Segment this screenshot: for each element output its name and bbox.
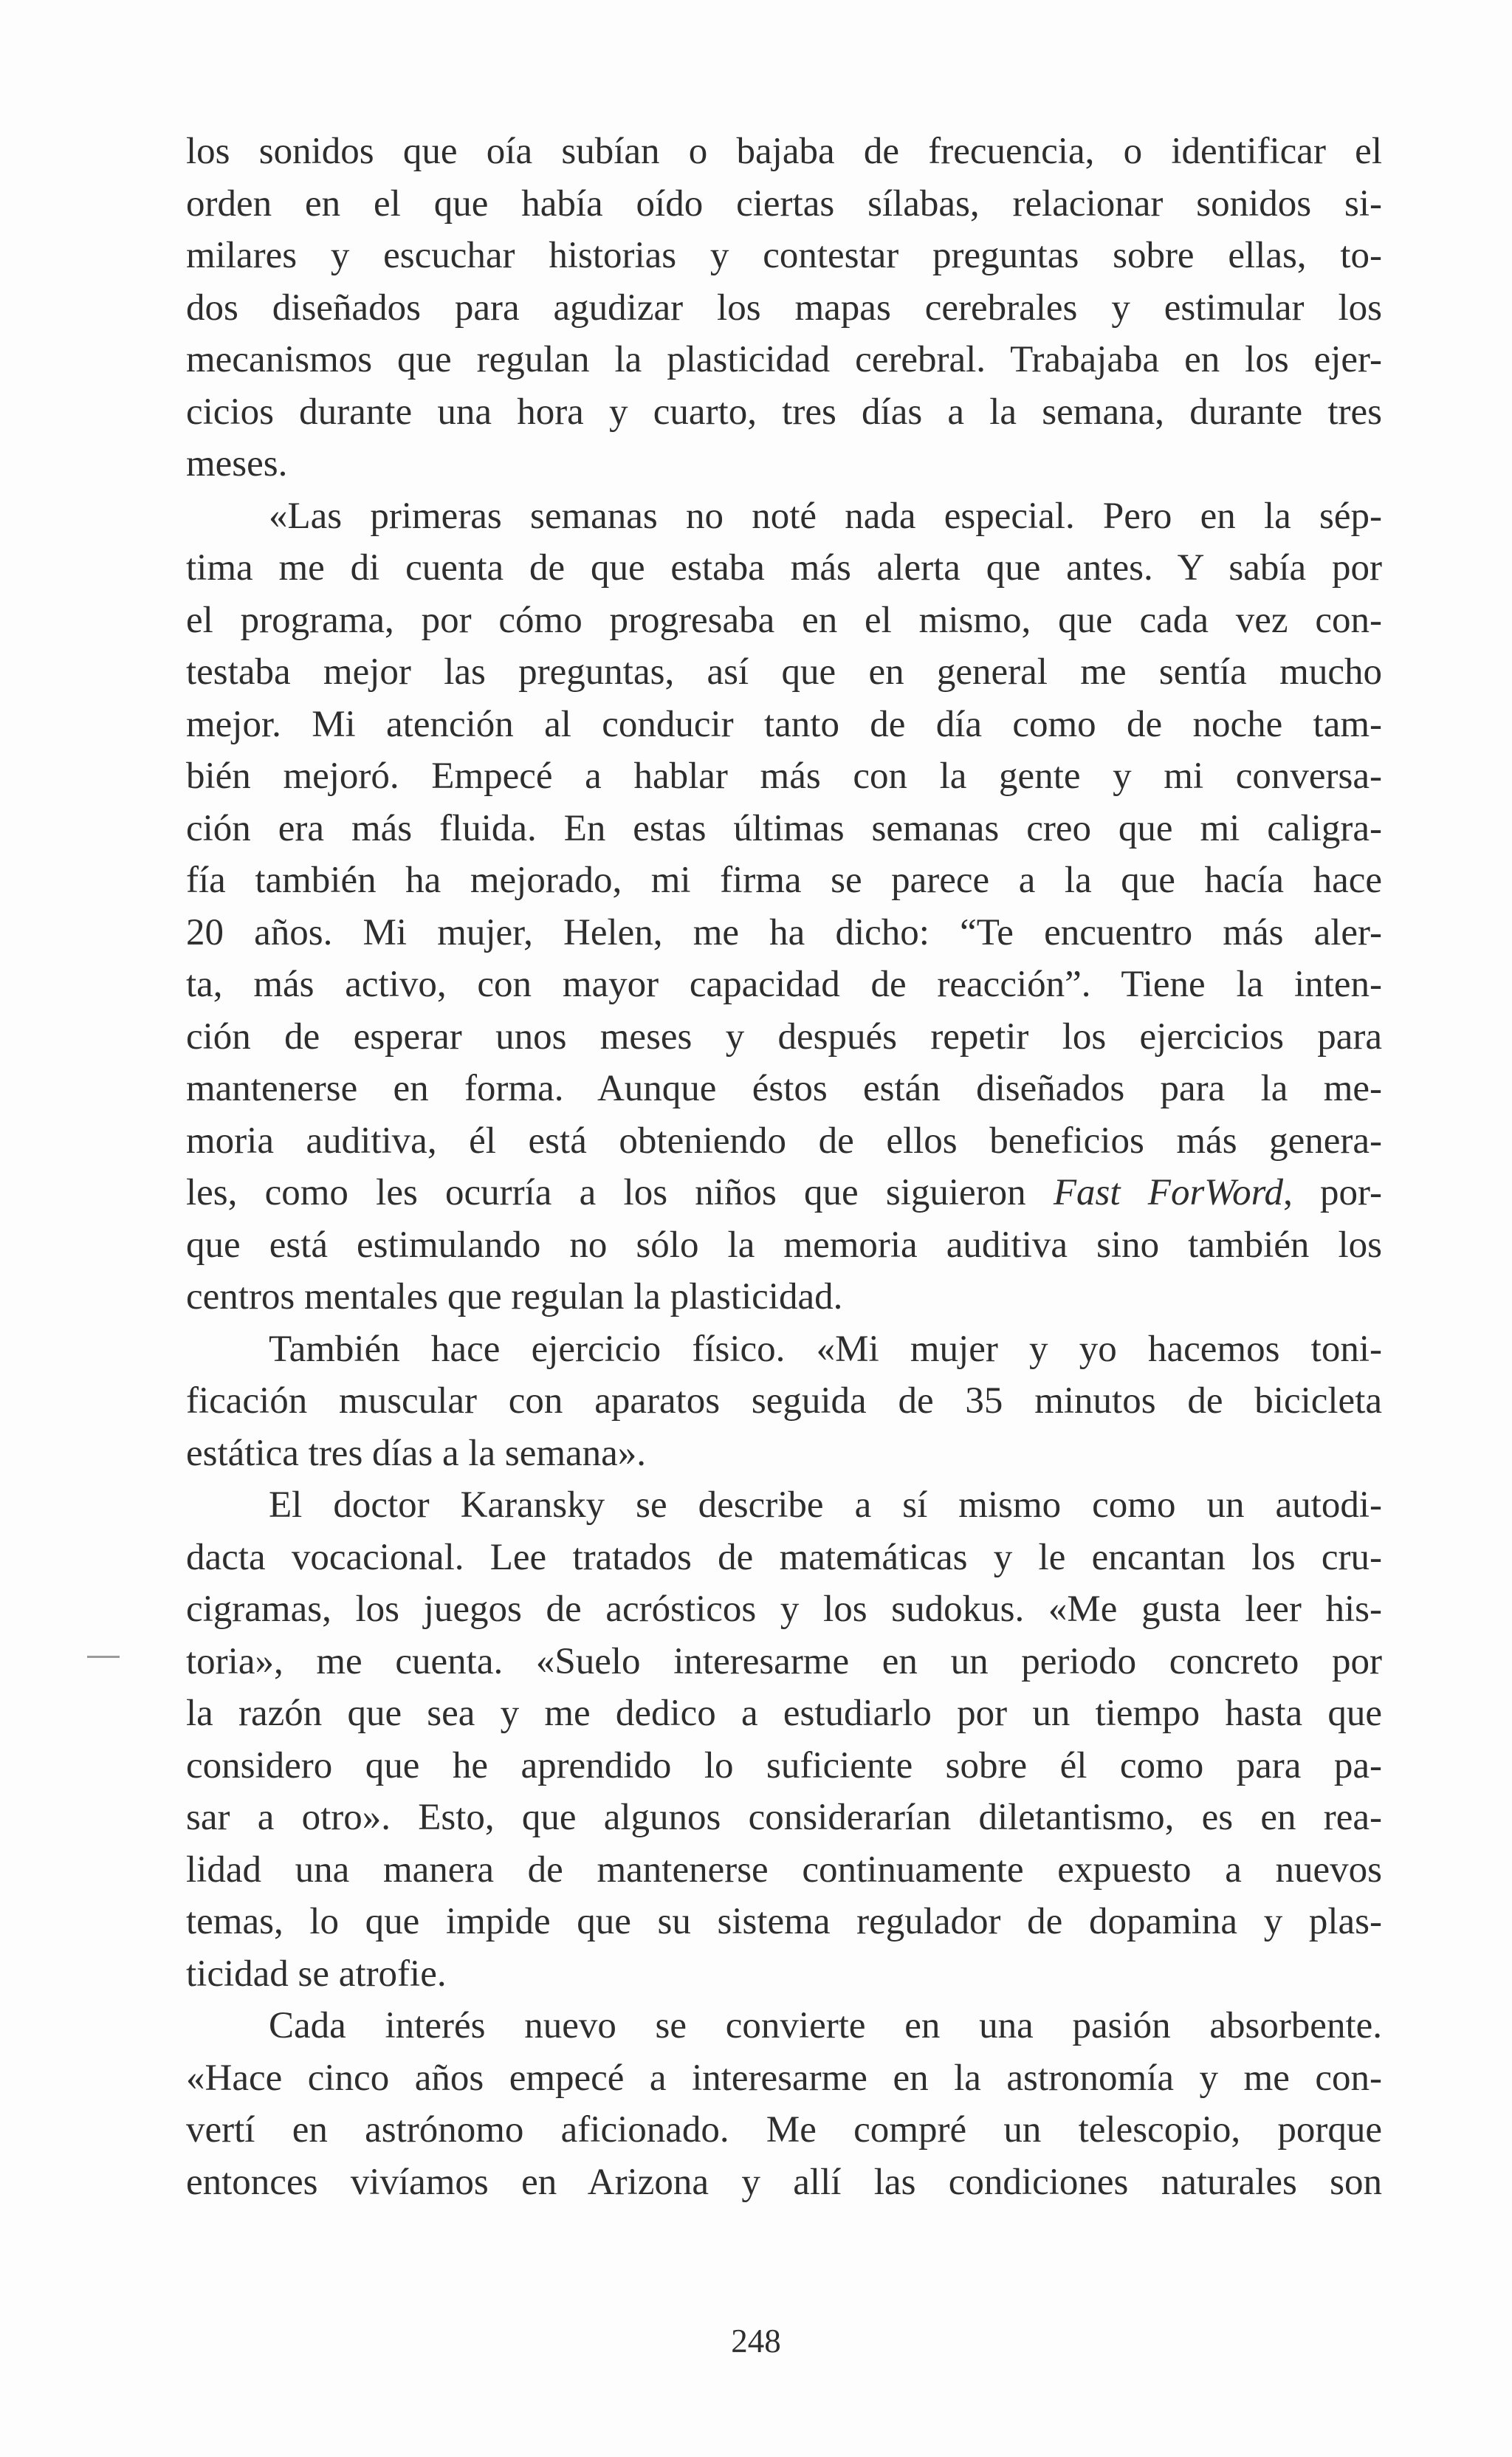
text-line: el programa, por cómo progresaba en el mismo, que cada vez con-: [186, 599, 1382, 641]
text-line: ticidad se atrofie.: [186, 1953, 447, 1995]
text-line: sar a otro». Esto, que algunos considerarían diletantismo, es en rea-: [186, 1797, 1382, 1838]
paragraph-start-line: También hace ejercicio físico. «Mi mujer y yo hacemos toni-: [269, 1328, 1382, 1370]
text-line: ficación muscular con aparatos seguida de 35 minutos de bicicleta: [186, 1380, 1382, 1422]
text-line: [186, 1167, 1382, 1219]
text-line: que está estimulando no sólo la memoria auditiva sino también los: [186, 1224, 1382, 1266]
program-title: Fast ForWord: [1053, 1172, 1284, 1213]
text-line: ción era más fluida. En estas últimas semanas creo que mi caligra-: [186, 807, 1382, 849]
page-number: 248: [731, 2323, 781, 2360]
text-line: dacta vocacional. Lee tratados de matemáticas y le encantan los cru-: [186, 1536, 1382, 1578]
text-line: testaba mejor las preguntas, así que en general me sentía mucho: [186, 651, 1382, 693]
text-line: 20 años. Mi mujer, Helen, me ha dicho: “Te encuentro más aler-: [186, 911, 1382, 953]
text-line: mantenerse en forma. Aunque éstos están diseñados para la me-: [186, 1068, 1382, 1109]
text-line: estática tres días a la semana».: [186, 1432, 647, 1474]
text-line: los sonidos que oía subían o bajaba de frecuencia, o identificar el: [186, 131, 1382, 172]
text-line: mecanismos que regulan la plasticidad cerebral. Trabajaba en los ejer-: [186, 339, 1382, 380]
text-line: ción de esperar unos meses y después repetir los ejercicios para: [186, 1015, 1382, 1058]
text-segment: , por-: [1283, 1172, 1382, 1213]
text-line: ta, más activo, con mayor capacidad de reacción”. Tiene la inten-: [186, 964, 1382, 1005]
text-line: fía también ha mejorado, mi firma se parece a la que hacía hace: [186, 860, 1382, 901]
text-segment: les, como les ocurría a los niños que siguieron: [186, 1172, 1054, 1213]
body-text: [186, 126, 1382, 2208]
text-line: cigramas, los juegos de acrósticos y los sudokus. «Me gusta leer his-: [186, 1589, 1382, 1630]
text-line: temas, lo que impide que su sistema regulador de dopamina y plas-: [186, 1901, 1382, 1942]
margin-mark: [87, 1656, 120, 1658]
paragraph-start-line: Cada interés nuevo se convierte en una pasión absorbente.: [269, 2005, 1382, 2046]
text-line: lidad una manera de mantenerse continuamente expuesto a nuevos: [186, 1848, 1382, 1891]
paragraph-start-line: El doctor Karansky se describe a sí mismo como un autodi-: [269, 1484, 1382, 1526]
text-line: dos diseñados para agudizar los mapas cerebrales y estimular los: [186, 287, 1382, 329]
text-line: tima me di cuenta de que estaba más alerta que antes. Y sabía por: [186, 547, 1382, 589]
text-line: bién mejoró. Empecé a hablar más con la gente y mi conversa-: [186, 755, 1382, 797]
text-line: milares y escuchar historias y contestar preguntas sobre ellas, to-: [186, 235, 1382, 276]
text-line: moria auditiva, él está obteniendo de ellos beneficios más genera-: [186, 1120, 1382, 1162]
text-line: mejor. Mi atención al conducir tanto de día como de noche tam-: [186, 703, 1382, 745]
text-line: cicios durante una hora y cuarto, tres días a la semana, durante tres: [186, 391, 1382, 433]
text-line: entonces vivíamos en Arizona y allí las condiciones naturales son: [186, 2161, 1382, 2203]
text-line: la razón que sea y me dedico a estudiarlo por un tiempo hasta que: [186, 1693, 1382, 1734]
text-line: meses.: [186, 443, 288, 484]
paragraph-start-line: «Las primeras semanas no noté nada especial. Pero en la sép-: [269, 495, 1382, 537]
text-line: vertí en astrónomo aficionado. Me compré un telescopio, porque: [186, 2109, 1382, 2151]
text-line: orden en el que había oído ciertas sílabas, relacionar sonidos si-: [186, 182, 1382, 225]
text-line: considero que he aprendido lo suficiente sobre él como para pa-: [186, 1744, 1382, 1786]
text-line: «Hace cinco años empecé a interesarme en la astronomía y me con-: [186, 2057, 1382, 2099]
text-line: centros mentales que regulan la plasticidad.: [186, 1276, 843, 1317]
text-line: toria», me cuenta. «Suelo interesarme en un periodo concreto por: [186, 1640, 1382, 1682]
